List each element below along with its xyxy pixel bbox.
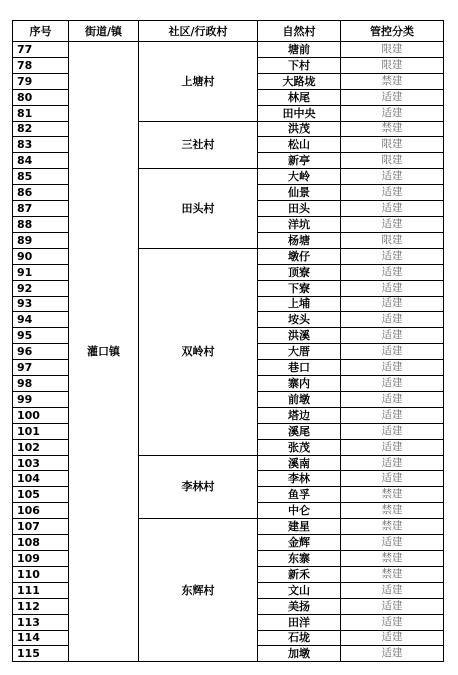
row-index: 82 [13,121,69,137]
control-category: 禁建 [341,503,444,519]
village-name: 溪南 [258,455,341,471]
village-name: 石垅 [258,630,341,646]
table-body [13,42,444,662]
control-category: 禁建 [341,551,444,567]
row-index: 102 [13,439,69,455]
village-name: 仙景 [258,185,341,201]
row-index: 80 [13,89,69,105]
row-index: 105 [13,487,69,503]
village-name: 前墩 [258,391,341,407]
village-name: 洋坑 [258,216,341,232]
control-category: 适建 [341,423,444,439]
control-category: 禁建 [341,121,444,137]
community-name: 上塘村 [139,42,258,122]
control-category: 适建 [341,344,444,360]
village-name: 田中央 [258,105,341,121]
village-control-table [12,20,444,662]
control-category: 适建 [341,646,444,662]
village-name: 大岭 [258,169,341,185]
control-category: 禁建 [341,519,444,535]
row-index: 114 [13,630,69,646]
header-index: 序号 [13,21,69,42]
row-index: 100 [13,407,69,423]
community-name: 东辉村 [139,519,258,662]
village-name: 中仑 [258,503,341,519]
table-row [13,42,444,58]
table-header [13,21,444,42]
control-category: 适建 [341,471,444,487]
control-category: 适建 [341,169,444,185]
village-name: 上埔 [258,296,341,312]
row-index: 103 [13,455,69,471]
control-category: 适建 [341,296,444,312]
village-name: 文山 [258,582,341,598]
control-category: 适建 [341,598,444,614]
header-street: 街道/镇 [69,21,139,42]
row-index: 97 [13,360,69,376]
row-index: 107 [13,519,69,535]
control-category: 适建 [341,185,444,201]
header-category: 管控分类 [341,21,444,42]
row-index: 104 [13,471,69,487]
row-index: 78 [13,57,69,73]
row-index: 77 [13,42,69,58]
row-index: 115 [13,646,69,662]
control-category: 适建 [341,89,444,105]
row-index: 90 [13,248,69,264]
village-name: 巷口 [258,360,341,376]
control-category: 适建 [341,360,444,376]
control-category: 适建 [341,248,444,264]
row-index: 84 [13,153,69,169]
village-name: 垵头 [258,312,341,328]
community-name: 三社村 [139,121,258,169]
row-index: 108 [13,535,69,551]
row-index: 88 [13,216,69,232]
village-name: 洪溪 [258,328,341,344]
row-index: 111 [13,582,69,598]
row-index: 101 [13,423,69,439]
street-name: 灌口镇 [69,42,139,662]
row-index: 81 [13,105,69,121]
control-category: 适建 [341,280,444,296]
village-name: 塔边 [258,407,341,423]
village-name: 大厝 [258,344,341,360]
header-row [13,21,444,42]
village-name: 李林 [258,471,341,487]
header-village: 自然村 [258,21,341,42]
control-category: 适建 [341,535,444,551]
header-community: 社区/行政村 [139,21,258,42]
control-category: 适建 [341,328,444,344]
village-name: 鱼孚 [258,487,341,503]
village-name: 墩仔 [258,248,341,264]
row-index: 113 [13,614,69,630]
community-name: 田头村 [139,169,258,249]
row-index: 110 [13,566,69,582]
village-name: 大路垅 [258,73,341,89]
control-category: 适建 [341,312,444,328]
row-index: 83 [13,137,69,153]
row-index: 93 [13,296,69,312]
row-index: 112 [13,598,69,614]
control-category: 适建 [341,264,444,280]
row-index: 106 [13,503,69,519]
village-name: 建星 [258,519,341,535]
row-index: 92 [13,280,69,296]
control-category: 禁建 [341,487,444,503]
control-category: 适建 [341,439,444,455]
village-name: 杨塘 [258,232,341,248]
control-category: 限建 [341,137,444,153]
community-name: 李林村 [139,455,258,519]
row-index: 94 [13,312,69,328]
row-index: 86 [13,185,69,201]
village-name: 下村 [258,57,341,73]
control-category: 适建 [341,455,444,471]
village-name: 松山 [258,137,341,153]
row-index: 79 [13,73,69,89]
control-category: 适建 [341,614,444,630]
row-index: 109 [13,551,69,567]
village-name: 张茂 [258,439,341,455]
control-category: 适建 [341,407,444,423]
village-name: 东寨 [258,551,341,567]
control-category: 适建 [341,376,444,392]
control-category: 禁建 [341,566,444,582]
control-category: 适建 [341,630,444,646]
control-category: 限建 [341,57,444,73]
control-category: 适建 [341,582,444,598]
village-name: 寨内 [258,376,341,392]
village-name: 下寮 [258,280,341,296]
row-index: 89 [13,232,69,248]
village-name: 加墩 [258,646,341,662]
row-index: 96 [13,344,69,360]
row-index: 99 [13,391,69,407]
control-category: 限建 [341,232,444,248]
control-category: 适建 [341,201,444,217]
control-category: 适建 [341,391,444,407]
community-name: 双岭村 [139,248,258,455]
row-index: 85 [13,169,69,185]
village-name: 新亭 [258,153,341,169]
row-index: 95 [13,328,69,344]
village-name: 林尾 [258,89,341,105]
village-name: 金辉 [258,535,341,551]
village-name: 美扬 [258,598,341,614]
village-name: 洪茂 [258,121,341,137]
control-category: 限建 [341,153,444,169]
village-name: 田头 [258,201,341,217]
row-index: 98 [13,376,69,392]
village-name: 溪尾 [258,423,341,439]
village-name: 田洋 [258,614,341,630]
row-index: 87 [13,201,69,217]
row-index: 91 [13,264,69,280]
village-name: 顶寮 [258,264,341,280]
control-category: 限建 [341,42,444,58]
control-category: 禁建 [341,73,444,89]
village-name: 新禾 [258,566,341,582]
control-category: 适建 [341,105,444,121]
control-category: 适建 [341,216,444,232]
village-name: 塘前 [258,42,341,58]
